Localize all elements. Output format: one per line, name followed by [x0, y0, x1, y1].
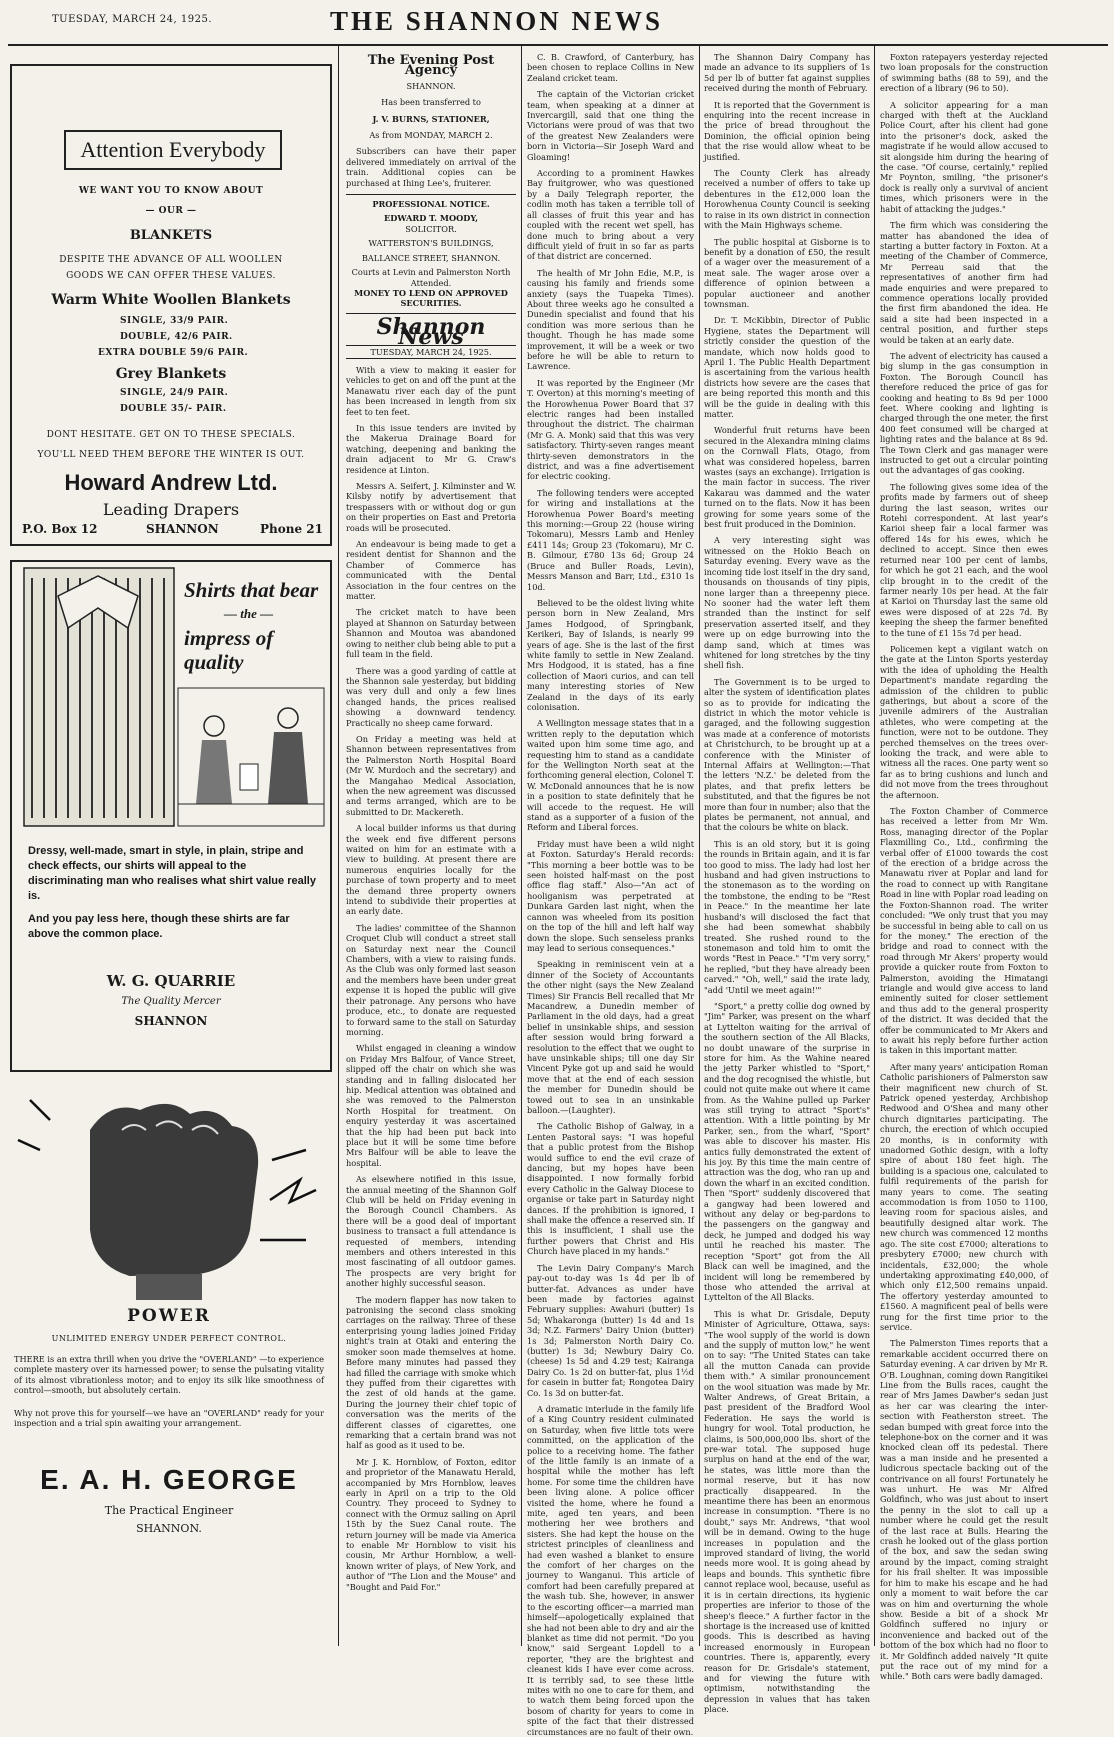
ad-line: DESPITE THE ADVANCE OF ALL WOOLLEN GOODS WE CAN OFFER THESE VALUES.: [59, 255, 283, 281]
article-paragraph: There was a good yarding of cattle at the Shannon sale yesterday, but bidding was very dull and only a few lines changed hands, the prices realised showing a downward tendency. Practically no sheep came forward.: [346, 665, 516, 728]
masthead: [0, 0, 1114, 44]
article-paragraph: In this issue tenders are invited by the Makerua Drainage Board for watching, deepening and banking the drain adjacent to Mr G. Craw's residence at Linton.: [346, 422, 516, 475]
ad-town: SHANNON: [134, 1014, 208, 1028]
price-line: SINGLE, 33/9 PAIR.: [120, 316, 229, 326]
ad-power: [10, 1090, 328, 1590]
agency-line: As from MONDAY, MARCH 2.: [369, 130, 493, 141]
newspaper-title: THE SHANNON NEWS: [330, 6, 664, 36]
column-divider: [338, 46, 339, 1646]
article-paragraph: A dramatic interlude in the family life of a King Country resident culminated on Saturday, when five little tots were committed, on the application of the police to a receiving home. The father of the little family is an inmate of a hospital while the mother has left home. For some time the children have been living alone. A police officer visited the home, where he found a mite, aged ten years, and been mothering her wee brothers and sisters. She had kept the house on the strictest principles of cleanliness and had even washed a blanket to ensure the comfort of her charges on the journey to Wanganui. This article of comfort had been carefully prepared at the wash tub. She, however, in answer to the escorting officer—a married man himself—apologetically explained that she had not been able to dry and air the blanket as time did not permit. "Do you know," said Sergeant Lopdell to a reporter, "they are the brightest and cleanest kids I have ever come across. It is terribly sad, to see these little mites with no one to care for them, and to watch them being forced upon the bosom of charity for years to come in spite of the fact that their distressed circumstances are no fault of their own.: [527, 1403, 694, 1737]
column-divider: [699, 46, 700, 1646]
ad-firm-name: Howard Andrew Ltd.: [64, 470, 278, 495]
article-paragraph: The Levin Dairy Company's March pay-out to-day was 1s 4d per lb of butter-fat. Advances as under have been made by factories against February supplies: Awahuri (butter) 1s 5d; Whakaronga (butter) 1s 4d and 1s 3d; N.Z. Farmers' Dairy Union (butter) 1s 3d; Palmerston North Dairy Co. (butter) 1s 3d; Newbury Dairy Co. (cheese) 1s 5d and 4.29 test; Kairanga Dairy Co. 1s 2d on butter-fat, plus 1½d for casein in butter fat; Rongotea Dairy Co. 1s 3d on butter-fat.: [527, 1262, 694, 1398]
article-paragraph: The Government is to be urged to alter the system of identification plates so as to provide for indicating the district in which the motor vehicle is garaged, and the following suggestion was made at a conference of motorists at Christchurch, to be brought up at a conference with the Minister of Internal Affairs at Wellington:—That the letters 'N.Z.' be deleted from the plates, and that prefix letters be substituted, and that the figures be not more than four in number; also that the plates be permanent, not annual, and that the colours be white on black.: [704, 676, 870, 833]
ad-line: DONT HESITATE. GET ON TO THESE SPECIALS.: [46, 430, 296, 440]
article-paragraph: Messrs A. Seifert, J. Kilminster and W. Kilsby notify by advertisement that trespassers with or without dog or gun on their properties on East and Pretoria roads will be prosecuted.: [346, 481, 516, 533]
article-paragraph: C. B. Crawford, of Canterbury, has been chosen to replace Collins in New Zealand cricket team.: [527, 52, 694, 83]
price-line: DOUBLE 35/- PAIR.: [120, 404, 227, 414]
article-paragraph: The following gives some idea of the profits made by farmers out of sheep during the last season, writes our Rotehi correspondent. At last year's Karioi sheep fair a local farmer was offered 14s for his ewes, which he declined to accept. Since then ewes returned near 100 per cent of lambs, for which he got 21 each, and the wool clip brought in to the credit of the farmer nearly 10s per head. At the fair at Karioi on Thursday last the same old ewes were disposed of at 22s 7d. By keeping the sheep the farmer benefited to the tune of £1 15s 7d per head.: [880, 481, 1048, 638]
column-3: [527, 52, 694, 1737]
notice-line: SOLICITOR.: [405, 223, 457, 234]
issue-date: TUESDAY, MARCH 24, 1925.: [52, 14, 213, 25]
article-paragraph: After many years' anticipation Roman Catholic parishioners of Palmerston saw their magnificent new church of St. Patrick opened yesterday, Archbishop Redwood and O'Shea and many other church dignitaries participating. The church, the erection of which occupied 20 months, is in conformity with unadorned Gothic design, with a lofty spire of about 180 feet high. The building is a spacious one, calculated to fulfil requirements of the parish for many years to come. The seating accommodation is from 1050 to 1100, leaving room for spacious aisles, and beautifully designed altar work. The new church was commenced 12 months ago. The site cost £7000; alterations to presbytery £7000; new church with incidentals, £32,000; the whole undertaking approximating £40,000, of which only £12,500 remains unpaid. The offertory yesterday amounted to £1560. A magnificent peal of bells were rung for the first time prior to the service.: [880, 1061, 1048, 1332]
article-paragraph: The ladies' committee of the Shannon Croquet Club will conduct a street stall on Saturday next near the Council Chambers, with a view to raising funds. As the Club was only formed last season and the members have been under great expense it is hoped the public will give their patronage. Any persons who have produce, etc., to donate are requested to forward same to the stall on Saturday morning.: [346, 922, 516, 1037]
price-line: SINGLE, 24/9 PAIR.: [120, 388, 229, 398]
ad-tagline: The Practical Engineer: [104, 1504, 234, 1517]
article-paragraph: A solicitor appearing for a man charged with theft at the Auckland Police Court, after his client had gone into the prisoner's dock, asked the magistrate if he would allow accused to sit alongside him during the hearing of the case. "Of course, certainly," replied Mr Poynton, smiling, "the prisoner's dock is really only a survival of ancient times, which prisoners were in the habit of attacking the judges.": [880, 99, 1048, 214]
article-paragraph: The Foxton Chamber of Commerce has received a letter from Mr Wm. Ross, managing director of the Poplar Flaxmilling Co., Ltd., confirming the verbal offer of £1000 towards the cost of the erection of a bridge across the Manawatu river at Poplar and land for the road to connect up with Rangitane Road in line with Poplar road leading on the Foxton-Shannon road. The writer concluded: "We only trust that you may be successful in being able to call on us for the money." The erection of the bridge and road to connect with the road through Mr Akers' property would provide a quicker route from Foxton to Palmerston, avoiding the Himatangi triangle and would give access to land eminently suited for closer settlement and thus add to the general prosperity of the district. It was decided that the offer be communicated to Mr Akers and to await his reply before further action is taken in this important matter.: [880, 806, 1048, 1056]
article-paragraph: The Catholic Bishop of Galway, in a Lenten Pastoral says: "I was hopeful that a public protest from the Bishop would suffice to end the evil craze of dancing, but my hopes have been disappointed. I now formally forbid every Catholic in the Galway Diocese to organise or take part in Saturday night dances. If the prohibition is ignored, I shall make the offence a reserved sin. If this is insufficient, I shall use the further powers that Christ and His Church have placed in my hands.": [527, 1121, 694, 1257]
article-paragraph: This is an old story, but it is going the rounds in Britain again, and it is far too good to miss. The lady had lost her husband and had given instructions to the stonemason as to the wording on the tombstone, the ending to be "Rest in Peace." In the meantime her late husband's will disclosed the fact that she had been somewhat shabbily treated. She rushed round to the stonemason and told him to omit the words "Rest in Peace." "I'm very sorry," he replied, "but they have already been carved." "Oh, well," said the irate lady, "add 'Until we meet again!'": [704, 838, 870, 995]
agency-paragraph: Subscribers can have their paper delivered immediately on arrival of the train. Additional copies can be purchased at Ihing Lee's, fruiterer.: [346, 146, 516, 188]
section-title: Shannon News: [376, 313, 486, 351]
ad-body: Dressy, well-made, smart in style, in plain, stripe and check effects, our shirts will appeal to the discriminating man who realises what shirt value really is.: [28, 845, 316, 902]
notice-line: Courts at Levin and Palmerston North Attended.: [351, 267, 511, 288]
article-list: [880, 52, 1048, 1682]
ad-line: YOU'LL NEED THEM BEFORE THE WINTER IS OUT.: [37, 450, 305, 460]
ad-line: BLANKETS: [129, 228, 213, 243]
ad-title: POWER: [127, 1306, 211, 1326]
headline-line: Shirts that bear: [184, 578, 319, 602]
ad-headline: Attention Everybody: [64, 130, 282, 170]
section-rule: [346, 194, 516, 195]
article-paragraph: The Shannon Dairy Company has made an advance to its suppliers of 1s 5d per lb of butter fat against supplies received during the month of February.: [704, 52, 870, 94]
article-paragraph: The cricket match to have been played at Shannon on Saturday between Shannon and Moutoa was abandoned owing to neither club being able to put a full team in the field.: [346, 607, 516, 660]
ad-body: And you pay less here, though these shirts are far above the common place.: [28, 913, 290, 940]
ad-tagline: Leading Drapers: [102, 500, 240, 519]
column-divider: [521, 46, 522, 1646]
ad-line: — OUR —: [145, 206, 197, 216]
notice-line: MONEY TO LEND ON APPROVED SECURITIES.: [354, 287, 508, 309]
article-list: [704, 52, 870, 1715]
ad-tagline: The Quality Mercer: [121, 996, 221, 1007]
agency-line: SHANNON.: [406, 80, 456, 91]
article-paragraph: Whilst engaged in cleaning a window on Friday Mrs Balfour, of Vance Street, slipped off the chair on which she was standing and in falling dislocated her hip. Medical attention was obtained and she was removed to the Palmerston North Hospital for treatment. On enquiry yesterday it was ascertained that the hip had been put back into place but it will be some time before Mrs Balfour will be able to leave the hospital.: [346, 1043, 516, 1168]
ad-headline: [184, 578, 324, 674]
article-paragraph: A local builder informs us that during the week end five different persons waited on him for an estimate with a view to building. At present there are numerous enquiries locally for the purchase of town property and to meet the demand three property owners intend to subdivide their properties at an early date.: [346, 823, 516, 917]
article-paragraph: Dr. T. McKibbin, Director of Public Hygiene, states the Department will strictly consider the question of the mandate, which now holds good to April 1. The Public Health Department is ascertaining from the various health districts how severe are the cases that are being reported this month and this will be the guide in dealing with this matter.: [704, 315, 870, 419]
price-line: EXTRA DOUBLE 59/6 PAIR.: [98, 348, 249, 358]
headline-line: — the —: [224, 606, 274, 621]
article-paragraph: The following tenders were accepted for wiring and installations at the Horowhenua Power Board's meeting this morning:—Group 22 (house wiring Tokomaru), Messrs Lamb and Henley £411 14s; Group 23 (Tokomaru), Mr C. B. Gilmour, £780 13s 6d; Group 24 (Bruce and Buller Roads, Levin), Messrs Manson and Barr, Ltd., £310 1s 10d.: [527, 487, 694, 592]
ad-town: SHANNON: [146, 522, 219, 536]
article-list: [527, 52, 694, 1737]
ad-line: WE WANT YOU TO KNOW ABOUT: [78, 186, 264, 196]
ad-firm-name: E. A. H. GEORGE: [40, 1464, 298, 1495]
article-paragraph: A very interesting sight was witnessed on the Hokio Beach on Saturday evening. Every wave as the incoming tide lost itself in the dry sand, thousands on thousands of tiny pipis, none larger than a threepenny piece. No sooner had the water left them stranded than the instinct for self preservation asserted itself, and they were up on edge burrowing into the damp sand, which at times was whitened for long stretches by the tiny shell fish.: [704, 535, 870, 671]
article-paragraph: Foxton ratepayers yesterday rejected two loan proposals for the construction of swimming baths (88 to 59), and the erection of a library (96 to 50).: [880, 52, 1048, 94]
article-paragraph: It was reported by the Engineer (Mr T. Overton) at this morning's meeting of the Horowhenua Power Board that 37 electric ranges had been installed throughout the district. The chairman (Mr G. A. Monk) said that this was very satisfactory. Thirty-seven ranges meant thirty-seven demonstrators in the district, and was a fine advertisement for electric cooking.: [527, 377, 694, 482]
article-paragraph: According to a prominent Hawkes Bay fruitgrower, who was questioned by a Daily Telegraph reporter, the codlin moth has taken a terrible toll of all classes of fruit this year and has coupled with the recent wet spell, has done much to bring about a very difficult yield of fruit in so far as parts of that district are concerned.: [527, 168, 694, 262]
article-paragraph: A Wellington message states that in a written reply to the deputation which waited upon him some time ago, and requesting him to stand as a candidate for the Wellington North seat at the forthcoming general election, Colonel T. W. McDonald announces that he is now in a position to state definitely that he will accede to the request. He will stand as a supporter of a fusion of the Reform and Liberal forces.: [527, 718, 694, 833]
article-paragraph: Believed to be the oldest living white person born in New Zealand, Mrs James Hodgood, of Springbank, Kerikeri, Bay of Islands, is nearly 99 years of age. She is the last of the first white family to settle in New Zealand. Mrs Hodgood, it is stated, has a fine collection of Maori curios, and can tell many interesting stories of New Zealand in the days of its early colonisation.: [527, 597, 694, 712]
phone-number: Phone 21: [260, 522, 323, 536]
article-paragraph: Speaking in reminiscent vein at a dinner of the Society of Accountants the other night (says the New Zealand Times) Sir Francis Bell recalled that Mr Macandrew, a Dunedin member of Parliament in the old days, had a great belief in unsinkable ships, and session after session would bring forward a resolution to the effect that we ought to have unsinkable ships; till one day Sir Vincent Pyke got up and said he would move that at the end of each session the member for Dunedin should be towed out to sea in an unsinkable balloon.—(Laughter).: [527, 959, 694, 1115]
ad-body: THERE is an extra thrill when you drive the "OVERLAND" —to experience complete mastery over its harnessed power; to sense the pulsating vitality of its almost vibrationless motor; and to enjoy its silk like smoothness of control—smooth, but absolutely certain.: [14, 1354, 324, 1396]
ad-heading: Warm White Woollen Blankets: [51, 292, 291, 308]
ad-heading: Grey Blankets: [115, 366, 227, 382]
notice-line: EDWARD T. MOODY,: [384, 213, 478, 224]
article-list: [346, 365, 516, 1592]
section-date: TUESDAY, MARCH 24, 1925.: [346, 345, 516, 359]
article-paragraph: An endeavour is being made to get a resident dentist for Shannon and the Chamber of Commerce has communicated with the Dental Association in the four centres on the matter.: [346, 539, 516, 602]
article-paragraph: Policemen kept a vigilant watch on the gate at the Linton Sports yesterday with the idea of upholding the Health Department's mandate regarding the admission of the children to public gatherings, but about a score of the juvenile admirers of the Australian athletes, who were competing at the function, were not to be outdone. They perched themselves on the trees over-looking the track, and were able to witness all the races. One party went so far as to bring cushions and lunch and did not move from the trees throughout the afternoon.: [880, 643, 1048, 800]
article-paragraph: The public hospital at Gisborne is to benefit by a donation of £50, the result of a wager over the measurement of a meat sale. The wager arose over a difference of opinion between a popular auctioneer and another townsman.: [704, 236, 870, 309]
column-2: [346, 52, 516, 1648]
article-paragraph: As elsewhere notified in this issue, the annual meeting of the Shannon Golf Club will be held on Friday evening in the Borough Council Chambers. As there will be a good deal of important business to transact a full attendance is requested of members, intending members and others interested in this most fascinating of all outdoor games. The prospects are very bright for another highly successful season.: [346, 1174, 516, 1289]
ad-shirts: [10, 560, 332, 1072]
article-paragraph: This is what Dr. Grisdale, Deputy Minister of Agriculture, Ottawa, says: "The wool supply of the world is down and the supply of mutton low," he went on to say: "The United States can take all the mutton Canada can provide them with." A similar pronouncement on the wool situation was made by Mr. Walter Andrews, of Great Britain, a past president of the Bradford Wool Federation. He says the world is hungry for wool. Total production, he claims, is 500,000,000 lbs. short of the pre-war total. The supposed huge surplus on hand at the end of the war, he states, was little more than the normal reserve, but it has now practically disappeared. In the meantime there has been an enormous increase in consumption. "There is no doubt," says Mr. Andrews, "that wool will be in demand. Owing to the huge increases in population and the improved standard of living, the world needs more wool. It is going ahead by leaps and bounds. This synthetic fibre cannot replace wool, because, useful as it is in certain directions, its hygienic properties are inferior to those of the sheep's fleece." A further factor in the shortage is the increased use of knitted goods. This is described as having increased enormously in European countries. There is, apparently, every reason for Dr. Grisdale's statement, and for viewing the future with optimism, notwithstanding the depression in values that has taken place.: [704, 1308, 870, 1715]
ad-subtitle: UNLIMITED ENERGY UNDER PERFECT CONTROL.: [51, 1334, 287, 1343]
agency-line: J. V. BURNS, STATIONER,: [372, 113, 490, 124]
headline-line: impress of: [184, 626, 274, 650]
masthead-rule: [8, 44, 1108, 46]
article-paragraph: On Friday a meeting was held at Shannon between representatives from the Palmerston North Hospital Board (Mr W. Murdoch and the secretary) and the Mangahao Medical Association, when the new agreement was discussed and terms arranged, which are to be submitted to Dr. Mackereth.: [346, 733, 516, 817]
column-divider: [874, 46, 875, 1646]
column-5: [880, 52, 1048, 1682]
ad-body: Why not prove this for yourself—we have an "OVERLAND" ready for your inspection and a trial spin awaiting your arrangement.: [14, 1408, 324, 1429]
column-4: [704, 52, 870, 1715]
article-paragraph: It is reported that the Government is enquiring into the recent increase in the price of bread throughout the Dominion, the official opinion being that the rise would allow wheat to be justified.: [704, 99, 870, 162]
article-paragraph: The captain of the Victorian cricket team, when speaking at a dinner at Invercargill, said that one thing the Victorians were proud of was that two of the greatest New Zealanders were born in Victoria—Sir Joseph Ward and Gloaming!: [527, 89, 694, 162]
article-paragraph: The firm which was considering the matter has abandoned the idea of starting a butter factory in Foxton. At a meeting of the Chamber of Commerce, Mr Perreau said that the representatives of another firm had made enquiries and were prepared to commence operations locally provided the first firm abandoned the idea. He said a site had been inspected in a central position, and further steps would be taken at an early date.: [880, 220, 1048, 345]
notice-line: WATTERSTON'S BUILDINGS,: [368, 238, 494, 249]
article-paragraph: The County Clerk has already received a number of offers to take up debentures in the £12,000 loan the Horowhenua County Council is seeking to raise in its own district in connection with the Main Highways scheme.: [704, 168, 870, 231]
headline-line: quality: [184, 650, 244, 674]
section-rule: [346, 313, 516, 314]
article-paragraph: "Sport," a pretty collie dog owned by "Jim" Parker, was present on the wharf at Lyttelton waiting for the arrival of the southern section of the All Blacks, no doubt unaware of the surprise in store for him. As the Wahine neared the jetty Parker whistled to "Sport," and the dog recognised the whistle, but could not quite make out where it came from. As the Wahine pulled up Parker was still trying to attract "Sport's" attention. With a little pointing by Mr Parker, sen., from the wharf, "Sport" was able to discover his master. His antics fully demonstrated the extent of his joy. By this time the main centre of attraction was the dog, who ran up and down the wharf in an excited condition. Then "Sport" suddenly discovered that a gangway had been lowered and without any delay or beg-pardons to the passengers on the gangway and deck, he jumped and dodged his way until he reached his master. The reception "Sport" got from the All Black can well be imagined, and the incident will long be remembered by those who attended the arrival at Lyttelton of the All Blacks.: [704, 1000, 870, 1303]
price-line: DOUBLE, 42/6 PAIR.: [120, 332, 233, 342]
ad-town: SHANNON.: [136, 1522, 202, 1535]
ad-firm-name: W. G. QUARRIE: [106, 972, 236, 990]
article-paragraph: Wonderful fruit returns have been secured in the Alexandra mining claims on the Cornwall Flats, Otago, from what was considered hopeless, barren wastes (says an exchange). Irrigation is the main factor in success. The river Kakarau was dammed and the water turned on to the flats. Now it has been growing for some years some of the best fruit produced in the Dominion.: [704, 425, 870, 530]
article-paragraph: The modern flapper has now taken to patronising the second class smoking carriages on the railway. Three of these enterprising young ladies joined Friday night's train at Otaki and entering the smoker soon made themselves at home. Before many minutes had passed they had filled the carriage with smoke which they puffed from their cigarettes with the zest of old hands at the game. During the journey their chief topic of conversation was the merits of the different classes of cigarettes, one remarking that a certain brand was not half as good as it used to be.: [346, 1294, 516, 1451]
article-paragraph: Mr J. K. Hornblow, of Foxton, editor and proprietor of the Manawatu Herald, accompanied by Mrs Hornblow, leaves early in April on a trip to the Old Country. They proceed to Sydney to connect with the Ormuz sailing on April 15th by the Suez Canal route. The return journey will be made via America to enable Mr Hornblow to visit his cousin, Mr Arthur Hornblow, a well-known writer of plays, of New York, and author of "The Lion and the Mouse" and "Bought and Paid For.": [346, 1456, 516, 1592]
article-paragraph: The Palmerston Times reports that a remarkable accident occurred there on Saturday evening. A car driven by Mr R. O'B. Loughnan, coming down Rangitikei Line from the Bulls races, caught the rear of Mrs James Dawber's sedan just as her car was clearing the inter-section with Featherston street. The sedan bumped with great force into the telephone-box on the corner and it was knocked clean off its pedestal. There was a man inside and he presented a ludicrous spectacle backing out of the contrivance on all fours! Fortunately he was unhurt. He was Mr Alfred Goldfinch, who was just about to insert the penny in the slot to call up a number where he could get the result of the last race at Bulls. Hearing the crash he looked out of the glass portion of the box, and saw the sedan swing around by the impact, coming straight for his frail shelter. It was impossible for him to make his escape and he had only a moment to wait before the car was on him and overturning the whole show. Beside a bit of a shock Mr Goldfinch suffered no injury or inconvenience and backed out of the bottom of the box which had no floor to it. Mr Goldfinch added naively "It quite put the race out of my mind for a while." Both cars were badly damaged.: [880, 1338, 1048, 1682]
ad-blankets: [10, 64, 332, 546]
agency-title: The Evening Post Agency: [367, 53, 495, 79]
notice-line: BALLANCE STREET, SHANNON.: [361, 252, 501, 263]
fist-illustration: [10, 1090, 328, 1300]
article-paragraph: The advent of electricity has caused a big slump in the gas consumption in Foxton. The Borough Council has therefore reduced the price of gas for cooking and heating to 8s 9d per 1000 feet. Where cooking and lighting is charged through the one meter, the first 400 feet consumed will be charged at lighting rates and the balance at 8s 9d. The Town Clerk and gas manager were instructed to get out a circular pointing out the advantages of gas cooking.: [880, 350, 1048, 476]
notice-title: PROFESSIONAL NOTICE.: [372, 199, 490, 210]
agency-line: Has been transferred to: [381, 97, 481, 108]
po-box: P.O. Box 12: [22, 522, 98, 536]
article-paragraph: Friday must have been a wild night at Foxton. Saturday's Herald records: "This morning a beer bottle was to be seen hoisted half-mast on the post office flag staff." Also—"An act of hooliganism was perpetrated at Dunkara Garden last night, when the cannon was wheeled from its position on the top of the hill and left half way down the slope. Such senseless pranks may lead to serious consequences.": [527, 838, 694, 953]
article-paragraph: With a view to making it easier for vehicles to get on and off the punt at the Manawatu river each day of the punt has been increased in length from six feet to ten feet.: [346, 364, 516, 417]
article-paragraph: The health of Mr John Edie, M.P., is causing his family and friends some anxiety (says the Tuapeka Times). About three weeks ago he consulted a Dunedin specialist and found that his condition was more serious than he thought. Though he has made some improvement, it will be a week or two before he will be able to return to Lawrence.: [527, 267, 694, 372]
